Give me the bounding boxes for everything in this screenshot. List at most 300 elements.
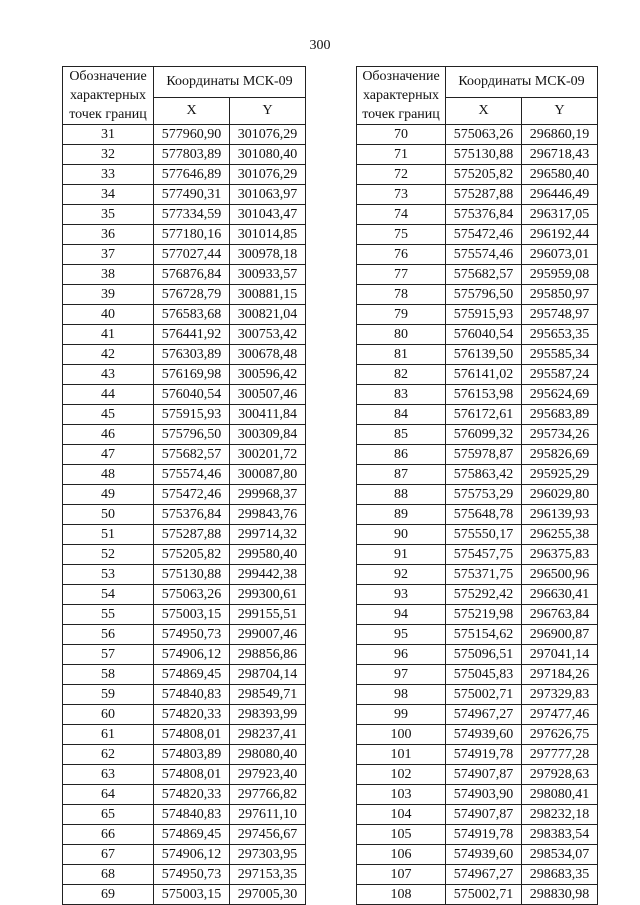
table-row xyxy=(63,545,306,565)
table-row xyxy=(357,445,598,465)
x-coordinate-cell: 576303,89 xyxy=(154,345,230,365)
y-coordinate-cell: 299155,51 xyxy=(230,605,306,625)
x-coordinate-cell: 575219,98 xyxy=(446,605,522,625)
y-coordinate-cell: 296139,93 xyxy=(522,505,598,525)
y-coordinate-cell: 298704,14 xyxy=(230,665,306,685)
point-id-cell: 97 xyxy=(357,665,446,685)
y-coordinate-cell: 296630,41 xyxy=(522,585,598,605)
table-row xyxy=(357,125,598,145)
y-coordinate-cell: 297184,26 xyxy=(522,665,598,685)
y-coordinate-cell: 295683,89 xyxy=(522,405,598,425)
table-row xyxy=(357,345,598,365)
y-coordinate-cell: 298534,07 xyxy=(522,845,598,865)
table-row xyxy=(357,725,598,745)
x-coordinate-cell: 574906,12 xyxy=(154,845,230,865)
x-coordinate-cell: 575154,62 xyxy=(446,625,522,645)
table-row xyxy=(63,625,306,645)
table-row xyxy=(357,705,598,725)
table-row xyxy=(63,705,306,725)
y-coordinate-cell: 295585,34 xyxy=(522,345,598,365)
label-header: Обозначение характерных точек границ xyxy=(357,67,446,125)
x-coordinate-cell: 574869,45 xyxy=(154,665,230,685)
y-coordinate-cell: 296255,38 xyxy=(522,525,598,545)
y-coordinate-cell: 295653,35 xyxy=(522,325,598,345)
y-coordinate-cell: 296375,83 xyxy=(522,545,598,565)
x-coordinate-cell: 575096,51 xyxy=(446,645,522,665)
label-header: Обозначение характерных точек границ xyxy=(63,67,154,125)
point-id-cell: 69 xyxy=(63,885,154,905)
x-coordinate-cell: 576172,61 xyxy=(446,405,522,425)
table-row xyxy=(63,725,306,745)
x-coordinate-cell: 577027,44 xyxy=(154,245,230,265)
point-id-cell: 34 xyxy=(63,185,154,205)
y-coordinate-cell: 300753,42 xyxy=(230,325,306,345)
y-coordinate-cell: 296900,87 xyxy=(522,625,598,645)
x-header: X xyxy=(446,97,522,124)
y-coordinate-cell: 297766,82 xyxy=(230,785,306,805)
x-coordinate-cell: 577803,89 xyxy=(154,145,230,165)
point-id-cell: 104 xyxy=(357,805,446,825)
point-id-cell: 102 xyxy=(357,765,446,785)
y-coordinate-cell: 296500,96 xyxy=(522,565,598,585)
x-coordinate-cell: 575978,87 xyxy=(446,445,522,465)
table-row xyxy=(63,805,306,825)
x-coordinate-cell: 575063,26 xyxy=(154,585,230,605)
table-row xyxy=(63,385,306,405)
point-id-cell: 107 xyxy=(357,865,446,885)
x-coordinate-cell: 575287,88 xyxy=(154,525,230,545)
y-coordinate-cell: 299300,61 xyxy=(230,585,306,605)
y-coordinate-cell: 297153,35 xyxy=(230,865,306,885)
y-coordinate-cell: 301076,29 xyxy=(230,125,306,145)
table-row xyxy=(357,525,598,545)
table-row xyxy=(357,665,598,685)
point-id-cell: 77 xyxy=(357,265,446,285)
table-row xyxy=(357,405,598,425)
x-header: X xyxy=(154,97,230,124)
point-id-cell: 96 xyxy=(357,645,446,665)
point-id-cell: 108 xyxy=(357,885,446,905)
y-coordinate-cell: 295826,69 xyxy=(522,445,598,465)
table-row xyxy=(357,225,598,245)
table-row xyxy=(357,765,598,785)
table-row xyxy=(357,365,598,385)
x-coordinate-cell: 574967,27 xyxy=(446,705,522,725)
x-coordinate-cell: 576583,68 xyxy=(154,305,230,325)
table-row xyxy=(63,425,306,445)
point-id-cell: 32 xyxy=(63,145,154,165)
y-coordinate-cell: 295624,69 xyxy=(522,385,598,405)
table-row xyxy=(357,585,598,605)
coordinates-header: Координаты МСК-09 xyxy=(154,67,306,98)
y-coordinate-cell: 295734,26 xyxy=(522,425,598,445)
table-row xyxy=(357,645,598,665)
table-row xyxy=(63,785,306,805)
point-id-cell: 76 xyxy=(357,245,446,265)
point-id-cell: 85 xyxy=(357,425,446,445)
y-coordinate-cell: 300978,18 xyxy=(230,245,306,265)
y-coordinate-cell: 298549,71 xyxy=(230,685,306,705)
x-coordinate-cell: 577960,90 xyxy=(154,125,230,145)
table-row xyxy=(63,145,306,165)
table-row xyxy=(63,845,306,865)
y-coordinate-cell: 298080,41 xyxy=(522,785,598,805)
coordinates-table-left xyxy=(62,66,306,905)
y-coordinate-cell: 296580,40 xyxy=(522,165,598,185)
table-row xyxy=(63,585,306,605)
table-row xyxy=(63,765,306,785)
y-coordinate-cell: 297928,63 xyxy=(522,765,598,785)
x-coordinate-cell: 576153,98 xyxy=(446,385,522,405)
page-number: 300 xyxy=(309,38,331,53)
y-coordinate-cell: 296317,05 xyxy=(522,205,598,225)
y-coordinate-cell: 297777,28 xyxy=(522,745,598,765)
point-id-cell: 66 xyxy=(63,825,154,845)
table-row xyxy=(63,305,306,325)
table-row xyxy=(357,185,598,205)
y-coordinate-cell: 298393,99 xyxy=(230,705,306,725)
point-id-cell: 44 xyxy=(63,385,154,405)
point-id-cell: 98 xyxy=(357,685,446,705)
table-body xyxy=(357,125,598,905)
point-id-cell: 94 xyxy=(357,605,446,625)
table-row xyxy=(63,525,306,545)
x-coordinate-cell: 575574,46 xyxy=(154,465,230,485)
point-id-cell: 31 xyxy=(63,125,154,145)
y-coordinate-cell: 296446,49 xyxy=(522,185,598,205)
x-coordinate-cell: 576040,54 xyxy=(154,385,230,405)
y-coordinate-cell: 296192,44 xyxy=(522,225,598,245)
y-coordinate-cell: 296073,01 xyxy=(522,245,598,265)
point-id-cell: 70 xyxy=(357,125,446,145)
x-coordinate-cell: 575915,93 xyxy=(446,305,522,325)
table-row xyxy=(357,325,598,345)
point-id-cell: 74 xyxy=(357,205,446,225)
x-coordinate-cell: 575045,83 xyxy=(446,665,522,685)
point-id-cell: 88 xyxy=(357,485,446,505)
table-row xyxy=(357,165,598,185)
point-id-cell: 35 xyxy=(63,205,154,225)
x-coordinate-cell: 575753,29 xyxy=(446,485,522,505)
y-coordinate-cell: 301014,85 xyxy=(230,225,306,245)
x-coordinate-cell: 575002,71 xyxy=(446,885,522,905)
y-coordinate-cell: 300507,46 xyxy=(230,385,306,405)
x-coordinate-cell: 575371,75 xyxy=(446,565,522,585)
y-coordinate-cell: 298232,18 xyxy=(522,805,598,825)
y-coordinate-cell: 297329,83 xyxy=(522,685,598,705)
point-id-cell: 93 xyxy=(357,585,446,605)
table-row xyxy=(357,485,598,505)
table-row xyxy=(357,605,598,625)
y-coordinate-cell: 296718,43 xyxy=(522,145,598,165)
table-row xyxy=(63,685,306,705)
x-coordinate-cell: 575205,82 xyxy=(154,545,230,565)
point-id-cell: 53 xyxy=(63,565,154,585)
point-id-cell: 52 xyxy=(63,545,154,565)
point-id-cell: 95 xyxy=(357,625,446,645)
x-coordinate-cell: 574808,01 xyxy=(154,725,230,745)
point-id-cell: 71 xyxy=(357,145,446,165)
y-coordinate-cell: 298080,40 xyxy=(230,745,306,765)
x-coordinate-cell: 576728,79 xyxy=(154,285,230,305)
x-coordinate-cell: 574808,01 xyxy=(154,765,230,785)
point-id-cell: 62 xyxy=(63,745,154,765)
point-id-cell: 101 xyxy=(357,745,446,765)
x-coordinate-cell: 575457,75 xyxy=(446,545,522,565)
point-id-cell: 67 xyxy=(63,845,154,865)
point-id-cell: 60 xyxy=(63,705,154,725)
point-id-cell: 92 xyxy=(357,565,446,585)
point-id-cell: 61 xyxy=(63,725,154,745)
point-id-cell: 40 xyxy=(63,305,154,325)
table-row xyxy=(357,865,598,885)
y-coordinate-cell: 298856,86 xyxy=(230,645,306,665)
y-coordinate-cell: 299007,46 xyxy=(230,625,306,645)
point-id-cell: 75 xyxy=(357,225,446,245)
y-coordinate-cell: 301063,97 xyxy=(230,185,306,205)
x-coordinate-cell: 574919,78 xyxy=(446,825,522,845)
x-coordinate-cell: 575063,26 xyxy=(446,125,522,145)
table-row xyxy=(357,745,598,765)
x-coordinate-cell: 575205,82 xyxy=(446,165,522,185)
y-coordinate-cell: 295959,08 xyxy=(522,265,598,285)
x-coordinate-cell: 575574,46 xyxy=(446,245,522,265)
table-row xyxy=(63,825,306,845)
point-id-cell: 68 xyxy=(63,865,154,885)
y-coordinate-cell: 299442,38 xyxy=(230,565,306,585)
y-coordinate-cell: 300087,80 xyxy=(230,465,306,485)
y-coordinate-cell: 295925,29 xyxy=(522,465,598,485)
point-id-cell: 49 xyxy=(63,485,154,505)
x-coordinate-cell: 575376,84 xyxy=(446,205,522,225)
table-row xyxy=(63,405,306,425)
table-row xyxy=(357,885,598,905)
x-coordinate-cell: 576441,92 xyxy=(154,325,230,345)
x-coordinate-cell: 575002,71 xyxy=(446,685,522,705)
table-row xyxy=(357,625,598,645)
table-row xyxy=(63,445,306,465)
y-coordinate-cell: 300881,15 xyxy=(230,285,306,305)
point-id-cell: 33 xyxy=(63,165,154,185)
x-coordinate-cell: 574840,83 xyxy=(154,805,230,825)
table-row xyxy=(357,505,598,525)
y-coordinate-cell: 300411,84 xyxy=(230,405,306,425)
x-coordinate-cell: 575292,42 xyxy=(446,585,522,605)
table-row xyxy=(357,205,598,225)
point-id-cell: 43 xyxy=(63,365,154,385)
y-coordinate-cell: 300933,57 xyxy=(230,265,306,285)
y-header: Y xyxy=(230,97,306,124)
table-row xyxy=(63,205,306,225)
x-coordinate-cell: 575796,50 xyxy=(446,285,522,305)
x-coordinate-cell: 575287,88 xyxy=(446,185,522,205)
y-coordinate-cell: 295587,24 xyxy=(522,365,598,385)
table-row xyxy=(63,365,306,385)
x-coordinate-cell: 575682,57 xyxy=(154,445,230,465)
point-id-cell: 82 xyxy=(357,365,446,385)
y-coordinate-cell: 298683,35 xyxy=(522,865,598,885)
y-coordinate-cell: 297611,10 xyxy=(230,805,306,825)
point-id-cell: 54 xyxy=(63,585,154,605)
y-coordinate-cell: 297005,30 xyxy=(230,885,306,905)
x-coordinate-cell: 576099,32 xyxy=(446,425,522,445)
table-row xyxy=(357,145,598,165)
point-id-cell: 79 xyxy=(357,305,446,325)
y-coordinate-cell: 297477,46 xyxy=(522,705,598,725)
y-coordinate-cell: 295850,97 xyxy=(522,285,598,305)
x-coordinate-cell: 575130,88 xyxy=(154,565,230,585)
table-row xyxy=(63,165,306,185)
point-id-cell: 80 xyxy=(357,325,446,345)
x-coordinate-cell: 574906,12 xyxy=(154,645,230,665)
x-coordinate-cell: 574803,89 xyxy=(154,745,230,765)
x-coordinate-cell: 575003,15 xyxy=(154,605,230,625)
table-row xyxy=(63,605,306,625)
x-coordinate-cell: 577646,89 xyxy=(154,165,230,185)
table-row xyxy=(357,305,598,325)
point-id-cell: 90 xyxy=(357,525,446,545)
y-coordinate-cell: 299714,32 xyxy=(230,525,306,545)
point-id-cell: 51 xyxy=(63,525,154,545)
x-coordinate-cell: 576141,02 xyxy=(446,365,522,385)
table-row xyxy=(357,845,598,865)
table-row xyxy=(63,885,306,905)
y-coordinate-cell: 297041,14 xyxy=(522,645,598,665)
point-id-cell: 64 xyxy=(63,785,154,805)
table-row xyxy=(357,825,598,845)
y-coordinate-cell: 299580,40 xyxy=(230,545,306,565)
y-coordinate-cell: 299843,76 xyxy=(230,505,306,525)
point-id-cell: 78 xyxy=(357,285,446,305)
coordinates-table-right xyxy=(356,66,598,905)
point-id-cell: 45 xyxy=(63,405,154,425)
table-row xyxy=(63,265,306,285)
point-id-cell: 86 xyxy=(357,445,446,465)
y-coordinate-cell: 300678,48 xyxy=(230,345,306,365)
point-id-cell: 81 xyxy=(357,345,446,365)
x-coordinate-cell: 574820,33 xyxy=(154,785,230,805)
y-coordinate-cell: 300309,84 xyxy=(230,425,306,445)
point-id-cell: 72 xyxy=(357,165,446,185)
point-id-cell: 36 xyxy=(63,225,154,245)
point-id-cell: 73 xyxy=(357,185,446,205)
point-id-cell: 91 xyxy=(357,545,446,565)
y-coordinate-cell: 301076,29 xyxy=(230,165,306,185)
x-coordinate-cell: 575130,88 xyxy=(446,145,522,165)
point-id-cell: 103 xyxy=(357,785,446,805)
x-coordinate-cell: 574919,78 xyxy=(446,745,522,765)
table-row xyxy=(357,385,598,405)
point-id-cell: 57 xyxy=(63,645,154,665)
y-coordinate-cell: 300821,04 xyxy=(230,305,306,325)
point-id-cell: 59 xyxy=(63,685,154,705)
x-coordinate-cell: 574869,45 xyxy=(154,825,230,845)
table-row xyxy=(357,545,598,565)
point-id-cell: 50 xyxy=(63,505,154,525)
y-coordinate-cell: 297626,75 xyxy=(522,725,598,745)
x-coordinate-cell: 576040,54 xyxy=(446,325,522,345)
x-coordinate-cell: 574840,83 xyxy=(154,685,230,705)
point-id-cell: 65 xyxy=(63,805,154,825)
y-coordinate-cell: 297923,40 xyxy=(230,765,306,785)
y-coordinate-cell: 298237,41 xyxy=(230,725,306,745)
x-coordinate-cell: 576139,50 xyxy=(446,345,522,365)
x-coordinate-cell: 577334,59 xyxy=(154,205,230,225)
x-coordinate-cell: 577180,16 xyxy=(154,225,230,245)
point-id-cell: 38 xyxy=(63,265,154,285)
point-id-cell: 42 xyxy=(63,345,154,365)
table-row xyxy=(63,465,306,485)
x-coordinate-cell: 576876,84 xyxy=(154,265,230,285)
point-id-cell: 83 xyxy=(357,385,446,405)
y-header: Y xyxy=(522,97,598,124)
point-id-cell: 47 xyxy=(63,445,154,465)
point-id-cell: 99 xyxy=(357,705,446,725)
table-row xyxy=(63,865,306,885)
x-coordinate-cell: 575472,46 xyxy=(154,485,230,505)
y-coordinate-cell: 301080,40 xyxy=(230,145,306,165)
y-coordinate-cell: 299968,37 xyxy=(230,485,306,505)
point-id-cell: 56 xyxy=(63,625,154,645)
y-coordinate-cell: 296029,80 xyxy=(522,485,598,505)
x-coordinate-cell: 575376,84 xyxy=(154,505,230,525)
table-row xyxy=(63,125,306,145)
y-coordinate-cell: 298383,54 xyxy=(522,825,598,845)
y-coordinate-cell: 296763,84 xyxy=(522,605,598,625)
x-coordinate-cell: 575796,50 xyxy=(154,425,230,445)
table-body xyxy=(63,125,306,905)
point-id-cell: 106 xyxy=(357,845,446,865)
table-row xyxy=(63,665,306,685)
x-coordinate-cell: 575863,42 xyxy=(446,465,522,485)
table-row xyxy=(63,245,306,265)
y-coordinate-cell: 300596,42 xyxy=(230,365,306,385)
point-id-cell: 84 xyxy=(357,405,446,425)
x-coordinate-cell: 575003,15 xyxy=(154,885,230,905)
x-coordinate-cell: 575472,46 xyxy=(446,225,522,245)
table-row xyxy=(357,265,598,285)
point-id-cell: 48 xyxy=(63,465,154,485)
x-coordinate-cell: 574939,60 xyxy=(446,845,522,865)
table-row xyxy=(357,565,598,585)
x-coordinate-cell: 577490,31 xyxy=(154,185,230,205)
point-id-cell: 58 xyxy=(63,665,154,685)
table-row xyxy=(357,285,598,305)
x-coordinate-cell: 575682,57 xyxy=(446,265,522,285)
table-row xyxy=(63,185,306,205)
table-row xyxy=(63,285,306,305)
table-row xyxy=(63,345,306,365)
x-coordinate-cell: 575550,17 xyxy=(446,525,522,545)
table-row xyxy=(357,425,598,445)
y-coordinate-cell: 297456,67 xyxy=(230,825,306,845)
table-row xyxy=(63,225,306,245)
point-id-cell: 41 xyxy=(63,325,154,345)
coordinates-header: Координаты МСК-09 xyxy=(446,67,598,98)
point-id-cell: 89 xyxy=(357,505,446,525)
x-coordinate-cell: 575915,93 xyxy=(154,405,230,425)
point-id-cell: 63 xyxy=(63,765,154,785)
y-coordinate-cell: 296860,19 xyxy=(522,125,598,145)
x-coordinate-cell: 574820,33 xyxy=(154,705,230,725)
x-coordinate-cell: 576169,98 xyxy=(154,365,230,385)
point-id-cell: 100 xyxy=(357,725,446,745)
x-coordinate-cell: 575648,78 xyxy=(446,505,522,525)
y-coordinate-cell: 301043,47 xyxy=(230,205,306,225)
point-id-cell: 55 xyxy=(63,605,154,625)
table-row xyxy=(63,485,306,505)
x-coordinate-cell: 574967,27 xyxy=(446,865,522,885)
